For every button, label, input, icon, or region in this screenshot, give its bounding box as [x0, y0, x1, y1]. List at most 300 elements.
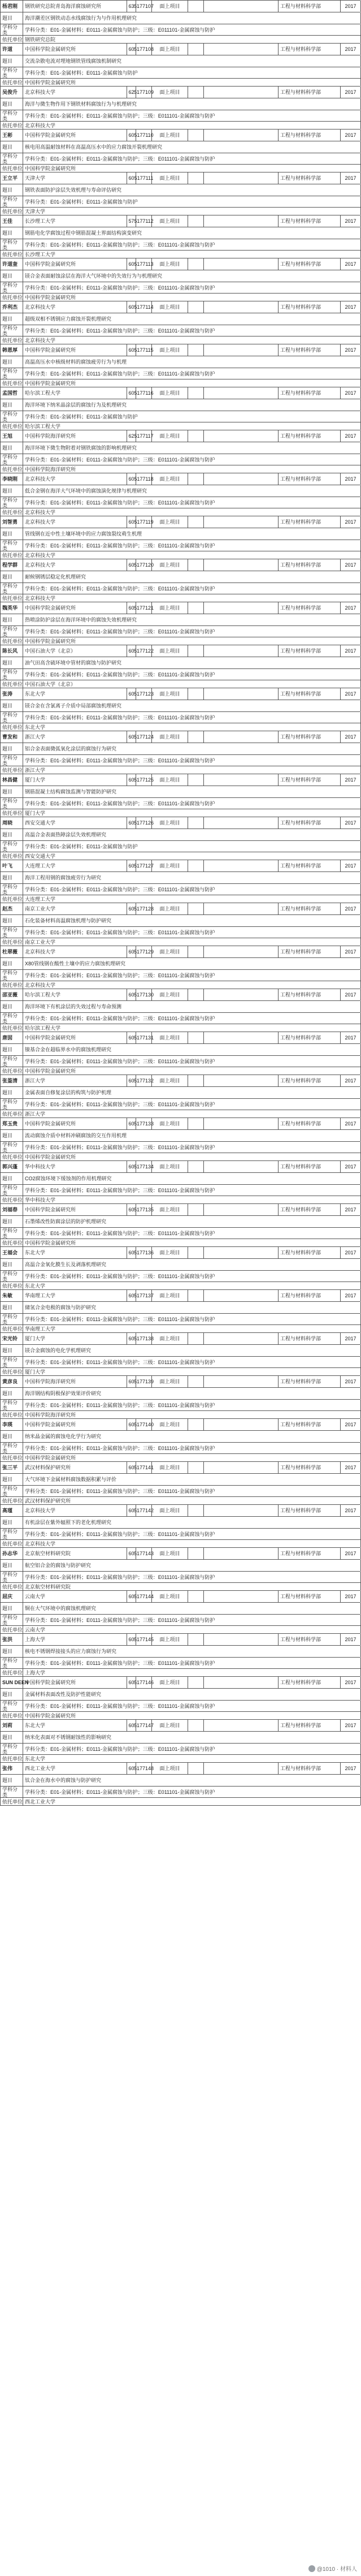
empty-cell [204, 559, 279, 571]
project-title: 储氢合金电极的腐蚀与防护研究 [23, 1302, 361, 1313]
project-title: 高温合金表面热障涂层失效机理研究 [23, 829, 361, 840]
project-record [0, 946, 360, 989]
record-subject-row [0, 1185, 360, 1196]
host-unit: 北京科技大学 [23, 122, 361, 129]
empty-cell [204, 430, 279, 442]
project-type: 面上项目 [152, 559, 188, 571]
pi-name: 王旭 [1, 430, 23, 442]
title-label: 题目 [1, 958, 23, 969]
subject-classification: 学科分类：E01-金属材料；E0111-金属腐蚀与防护；三级：E011101-金属腐蚀与防护 [23, 1228, 361, 1239]
code-1: 60 [127, 1376, 136, 1387]
organisation: 中国科学院金属研究所 [23, 1204, 127, 1215]
record-subject-row [0, 1701, 360, 1712]
record-subject-row [0, 67, 360, 79]
host-unit: 东北大学 [23, 723, 361, 731]
unit-label: 依托单位 [1, 79, 23, 86]
record-unit-row [0, 1196, 360, 1204]
organisation: 中国科学院金属研究所 [23, 1419, 127, 1430]
record-title-row [0, 571, 360, 583]
project-title: 纳米晶金属的腐蚀电化学行为研究 [23, 1431, 361, 1442]
empty-cell [188, 301, 204, 313]
code-2: 5177140 [136, 1419, 152, 1430]
pi-name: 刘福春 [1, 1204, 23, 1215]
subject-label: 学科分类 [1, 540, 23, 551]
subject-label: 学科分类 [1, 239, 23, 251]
subject-classification: 学科分类：E01-金属材料；E0111-金属腐蚀与防护；三级：E011101-金属腐蚀与防护 [23, 1142, 361, 1153]
subject-classification: 学科分类：E01-金属材料；E0111-金属腐蚀与防护；三级：E011101-金属腐蚀与防护 [23, 884, 361, 895]
code-1: 60 [127, 1763, 136, 1774]
year: 2017 [341, 1634, 361, 1645]
record-unit-row [0, 594, 360, 602]
host-unit: 武汉材料保护研究所 [23, 1497, 361, 1504]
unit-label: 依托单位 [1, 165, 23, 172]
year: 2017 [341, 1462, 361, 1473]
project-record [0, 258, 360, 301]
wechat-logo-icon [308, 2565, 315, 2572]
record-subject-row [0, 110, 360, 122]
record-main-row [0, 1677, 360, 1689]
code-2: 5177125 [136, 774, 152, 786]
organisation: 北京科技大学 [23, 87, 127, 98]
project-type: 面上项目 [152, 301, 188, 313]
record-subject-row [0, 798, 360, 809]
record-unit-row [0, 1153, 360, 1161]
project-title: 海洋环境下有机涂层的失效过程与寿命预测 [23, 1001, 361, 1012]
year: 2017 [341, 602, 361, 614]
organisation: 北京科技大学 [23, 559, 127, 571]
code-1: 60 [127, 774, 136, 786]
empty-cell [204, 1, 279, 12]
record-subject-row [0, 1615, 360, 1626]
record-main-row [0, 387, 360, 399]
host-unit: 哈尔滨工程大学 [23, 422, 361, 430]
code-2: 5177136 [136, 1247, 152, 1258]
project-type: 面上项目 [152, 1376, 188, 1387]
year: 2017 [341, 172, 361, 184]
project-type: 面上项目 [152, 1, 188, 12]
organisation: 中国科学院金属研究所 [23, 344, 127, 356]
year: 2017 [341, 860, 361, 871]
record-unit-row [0, 1755, 360, 1763]
record-main-row [0, 1548, 360, 1560]
project-title: 海洋环境下纳米晶涂层的腐蚀行为及机理研究 [23, 399, 361, 411]
host-unit: 中国科学院金属研究所 [23, 294, 361, 301]
project-record [0, 387, 360, 430]
record-main-row [0, 1075, 360, 1087]
unit-label: 依托单位 [1, 1411, 23, 1418]
record-title-row [0, 1302, 360, 1314]
empty-cell [204, 731, 279, 743]
record-subject-row [0, 583, 360, 594]
department: 工程与材料科学部 [279, 1, 341, 12]
empty-cell [204, 645, 279, 657]
project-title: 海洋与微生物作用下钢铁材料腐蚀行为与机理研究 [23, 98, 361, 110]
subject-label: 学科分类 [1, 798, 23, 809]
project-record [0, 172, 360, 215]
code-1: 57 [127, 215, 136, 227]
record-subject-row [0, 325, 360, 336]
empty-cell [204, 172, 279, 184]
record-unit-row [0, 508, 360, 516]
host-unit: 天津大学 [23, 208, 361, 215]
empty-cell [188, 1032, 204, 1043]
project-record [0, 301, 360, 344]
year: 2017 [341, 1677, 361, 1688]
pi-name: 韩恩厚 [1, 344, 23, 356]
record-subject-row [0, 1443, 360, 1454]
subject-label: 学科分类 [1, 110, 23, 122]
host-unit: 中国科学院金属研究所 [23, 165, 361, 172]
record-subject-row [0, 1357, 360, 1368]
code-1: 63 [127, 1, 136, 12]
title-label: 题目 [1, 1173, 23, 1184]
subject-classification: 学科分类：E01-金属材料；E0111-金属腐蚀与防护；三级：E011101-金属腐蚀与防护 [23, 1701, 361, 1712]
department: 工程与材料科学部 [279, 1290, 341, 1301]
project-type: 面上项目 [152, 1505, 188, 1516]
record-title-row [0, 184, 360, 196]
pi-name: 魏英华 [1, 602, 23, 614]
empty-cell [188, 1, 204, 12]
code-2: 5177110 [136, 130, 152, 141]
empty-cell [204, 903, 279, 914]
watermark-text: @1010 · 材料人 [316, 2566, 357, 2573]
year: 2017 [341, 130, 361, 141]
record-subject-row [0, 1400, 360, 1411]
record-unit-row [0, 938, 360, 946]
title-label: 题目 [1, 1732, 23, 1743]
pi-name: 郭兴蓬 [1, 1161, 23, 1172]
code-1: 60 [127, 1333, 136, 1344]
record-subject-row [0, 626, 360, 637]
organisation: 东北大学 [23, 1247, 127, 1258]
project-record [0, 1505, 360, 1548]
unit-label: 依托单位 [1, 1755, 23, 1762]
record-main-row [0, 1505, 360, 1517]
project-title: 海洋钢结构阴极保护效果评价研究 [23, 1388, 361, 1399]
year: 2017 [341, 1763, 361, 1774]
code-2: 5177111 [136, 172, 152, 184]
code-1: 60 [127, 1720, 136, 1731]
empty-cell [204, 87, 279, 98]
title-label: 题目 [1, 1775, 23, 1786]
project-record [0, 1204, 360, 1247]
code-2: 5177133 [136, 1118, 152, 1129]
empty-cell [188, 516, 204, 528]
project-title: 金属材料表面改性及防护性能研究 [23, 1689, 361, 1700]
unit-label: 依托单位 [1, 36, 23, 43]
project-title: 镁合金腐蚀的电化学机理研究 [23, 1345, 361, 1356]
project-record [0, 860, 360, 903]
project-record [0, 1677, 360, 1720]
organisation: 中国科学院金属研究所 [23, 258, 127, 270]
empty-cell [204, 1247, 279, 1258]
subject-label: 学科分类 [1, 282, 23, 294]
organisation: 北京科技大学 [23, 516, 127, 528]
department: 工程与材料科学部 [279, 903, 341, 914]
empty-cell [204, 44, 279, 55]
pi-name: 朱敏 [1, 1290, 23, 1301]
project-title: 核电不锈钢焊接接头的应力腐蚀行为研究 [23, 1646, 361, 1657]
title-label: 题目 [1, 1431, 23, 1442]
empty-cell [204, 1462, 279, 1473]
title-label: 题目 [1, 442, 23, 454]
year: 2017 [341, 1376, 361, 1387]
project-record [0, 1720, 360, 1763]
organisation: 西北工业大学 [23, 1763, 127, 1774]
project-title: 镍基合金在超临界水中的腐蚀机理研究 [23, 1044, 361, 1055]
host-unit: 中国科学院海洋研究所 [23, 1411, 361, 1418]
pi-name: 宋光铃 [1, 1333, 23, 1344]
title-label: 题目 [1, 1517, 23, 1528]
empty-cell [188, 946, 204, 957]
unit-label: 依托单位 [1, 852, 23, 860]
host-unit: 北京科技大学 [23, 981, 361, 989]
host-unit: 中国科学院金属研究所 [23, 637, 361, 645]
subject-label: 学科分类 [1, 841, 23, 852]
project-title: 钢筋混凝土结构腐蚀监测与智能防护研究 [23, 786, 361, 797]
code-1: 60 [127, 731, 136, 743]
pi-name: 张三平 [1, 1462, 23, 1473]
empty-cell [188, 130, 204, 141]
organisation: 东北大学 [23, 688, 127, 700]
unit-label: 依托单位 [1, 1583, 23, 1590]
department: 工程与材料科学部 [279, 430, 341, 442]
pi-name: 高瑾 [1, 1505, 23, 1516]
record-title-row [0, 399, 360, 411]
subject-label: 学科分类 [1, 1744, 23, 1755]
host-unit: 北京科技大学 [23, 336, 361, 344]
record-main-row [0, 215, 360, 227]
year: 2017 [341, 87, 361, 98]
project-title: 大气环境下金属材料腐蚀数据积累与评价 [23, 1474, 361, 1485]
organisation: 上海大学 [23, 1634, 127, 1645]
record-main-row [0, 774, 360, 786]
pi-name: 赵杰 [1, 903, 23, 914]
empty-cell [188, 258, 204, 270]
organisation: 浙江大学 [23, 1075, 127, 1086]
organisation: 中国科学院金属研究所 [23, 1118, 127, 1129]
organisation: 哈尔滨工程大学 [23, 387, 127, 399]
code-1: 60 [127, 473, 136, 485]
code-1: 60 [127, 172, 136, 184]
year: 2017 [341, 688, 361, 700]
code-1: 60 [127, 903, 136, 914]
empty-cell [204, 1075, 279, 1086]
record-title-row [0, 786, 360, 798]
department: 工程与材料科学部 [279, 559, 341, 571]
record-unit-row [0, 422, 360, 430]
record-title-row [0, 1603, 360, 1615]
project-type: 面上项目 [152, 387, 188, 399]
organisation: 哈尔滨工程大学 [23, 989, 127, 1000]
record-main-row [0, 44, 360, 55]
subject-classification: 学科分类：E01-金属材料；E0111-金属腐蚀与防护；三级：E011101-金属腐蚀与防护 [23, 1486, 361, 1497]
record-subject-row [0, 368, 360, 379]
record-main-row [0, 130, 360, 141]
year: 2017 [341, 387, 361, 399]
project-type: 面上项目 [152, 1677, 188, 1688]
host-unit: 厦门大学 [23, 809, 361, 817]
year: 2017 [341, 1075, 361, 1086]
project-title: 航空铝合金的腐蚀与防护研究 [23, 1560, 361, 1571]
host-unit: 西北工业大学 [23, 1798, 361, 1805]
record-title-row [0, 915, 360, 927]
title-label: 题目 [1, 141, 23, 153]
unit-label: 依托单位 [1, 1712, 23, 1719]
record-main-row [0, 1591, 360, 1603]
record-title-row [0, 614, 360, 626]
record-unit-row [0, 251, 360, 258]
record-unit-row [0, 1626, 360, 1634]
project-title: 海洋工程用钢的腐蚀疲劳行为研究 [23, 872, 361, 883]
department: 工程与材料科学部 [279, 1247, 341, 1258]
record-unit-row [0, 1712, 360, 1720]
record-title-row [0, 1474, 360, 1486]
subject-classification: 学科分类：E01-金属材料；E0111-金属腐蚀与防护；三级：E011101-金属腐蚀与防护 [23, 1443, 361, 1454]
record-subject-row [0, 884, 360, 895]
title-label: 题目 [1, 356, 23, 368]
record-main-row [0, 430, 360, 442]
record-title-row [0, 528, 360, 540]
project-type: 面上项目 [152, 903, 188, 914]
project-record [0, 1161, 360, 1204]
record-unit-row [0, 1583, 360, 1591]
year: 2017 [341, 946, 361, 957]
organisation: 长沙理工大学 [23, 215, 127, 227]
code-2: 5177116 [136, 387, 152, 399]
department: 工程与材料科学部 [279, 344, 341, 356]
project-record [0, 344, 360, 387]
empty-cell [204, 1032, 279, 1043]
title-label: 题目 [1, 915, 23, 926]
organisation: 大连理工大学 [23, 860, 127, 871]
empty-cell [188, 1247, 204, 1258]
record-title-row [0, 270, 360, 282]
subject-label: 学科分类 [1, 1142, 23, 1153]
record-subject-row [0, 1099, 360, 1110]
code-1: 60 [127, 1032, 136, 1043]
code-2: 5177124 [136, 731, 152, 743]
empty-cell [204, 258, 279, 270]
record-unit-row [0, 1540, 360, 1548]
title-label: 题目 [1, 1087, 23, 1098]
record-unit-row [0, 1067, 360, 1075]
host-unit: 华中科技大学 [23, 1196, 361, 1203]
year: 2017 [341, 215, 361, 227]
host-unit: 中国科学院金属研究所 [23, 79, 361, 86]
title-label: 题目 [1, 227, 23, 239]
year: 2017 [341, 1548, 361, 1559]
host-unit: 哈尔滨工程大学 [23, 1024, 361, 1032]
subject-label: 学科分类 [1, 1228, 23, 1239]
record-main-row [0, 1634, 360, 1646]
project-title: 铝合金表面微弧氧化涂层的腐蚀行为研究 [23, 743, 361, 754]
host-unit: 厦门大学 [23, 1368, 361, 1375]
subject-classification: 学科分类：E01-金属材料；E0111-金属腐蚀与防护；三级：E011101-金属腐蚀与防护 [23, 669, 361, 680]
record-title-row [0, 1044, 360, 1056]
subject-classification: 学科分类：E01-金属材料；E0111-金属腐蚀与防护；三级：E011101-金属腐蚀与防护 [23, 1099, 361, 1110]
record-main-row [0, 1204, 360, 1216]
pi-name: 程学群 [1, 559, 23, 571]
host-unit: 云南大学 [23, 1626, 361, 1633]
subject-label: 学科分类 [1, 196, 23, 208]
record-title-row [0, 1431, 360, 1443]
organisation: 北京航空材料研究院 [23, 1548, 127, 1559]
department: 工程与材料科学部 [279, 989, 341, 1000]
record-main-row [0, 87, 360, 98]
code-2: 5177126 [136, 817, 152, 829]
subject-classification: 学科分类：E01-金属材料；E0111-金属腐蚀与防护；三级：E011101-金属腐蚀与防护 [23, 583, 361, 594]
project-type: 面上项目 [152, 731, 188, 743]
pi-name: 王彬 [1, 130, 23, 141]
subject-classification: 学科分类：E01-金属材料；E0111-金属腐蚀与防护；三级：E011101-金属腐蚀与防护 [23, 1271, 361, 1282]
record-subject-row [0, 712, 360, 723]
subject-classification: 学科分类：E01-金属材料；E0111-金属腐蚀与防护；三级：E011101-金属腐蚀与防护 [23, 24, 361, 36]
pi-name: 孙志华 [1, 1548, 23, 1559]
project-title: 流动腐蚀介质中材料冲刷腐蚀的交互作用机理 [23, 1130, 361, 1141]
host-unit: 长沙理工大学 [23, 251, 361, 258]
record-main-row [0, 989, 360, 1001]
empty-cell [188, 387, 204, 399]
pi-name: 孟国哲 [1, 387, 23, 399]
code-1: 60 [127, 860, 136, 871]
empty-cell [188, 903, 204, 914]
record-unit-row [0, 895, 360, 903]
subject-label: 学科分类 [1, 1615, 23, 1626]
title-label: 题目 [1, 700, 23, 711]
record-unit-row [0, 465, 360, 473]
subject-label: 学科分类 [1, 884, 23, 895]
year: 2017 [341, 516, 361, 528]
pi-name: 乔利杰 [1, 301, 23, 313]
title-label: 题目 [1, 1474, 23, 1485]
empty-cell [188, 1591, 204, 1602]
project-type: 面上项目 [152, 172, 188, 184]
department: 工程与材料科学部 [279, 645, 341, 657]
code-2: 5177143 [136, 1548, 152, 1559]
subject-label: 学科分类 [1, 970, 23, 981]
project-title: 超级双相不锈钢应力腐蚀开裂机理研究 [23, 313, 361, 325]
record-title-row [0, 227, 360, 239]
record-main-row [0, 1, 360, 12]
record-unit-row [0, 1024, 360, 1032]
project-record [0, 1376, 360, 1419]
record-title-row [0, 1001, 360, 1013]
subject-label: 学科分类 [1, 755, 23, 766]
empty-cell [188, 172, 204, 184]
record-subject-row [0, 1314, 360, 1325]
subject-classification: 学科分类：E01-金属材料；E0111-金属腐蚀与防护 [23, 411, 361, 422]
host-unit: 浙江大学 [23, 1110, 361, 1117]
project-type: 面上项目 [152, 946, 188, 957]
unit-label: 依托单位 [1, 422, 23, 430]
project-type: 面上项目 [152, 1290, 188, 1301]
record-main-row [0, 731, 360, 743]
empty-cell [188, 688, 204, 700]
subject-classification: 学科分类：E01-金属材料；E0111-金属腐蚀与防护；三级：E011101-金属腐蚀与防护 [23, 1658, 361, 1669]
empty-cell [204, 774, 279, 786]
project-title: 钢铁表面防护涂层失效机理与寿命评估研究 [23, 184, 361, 196]
unit-label: 依托单位 [1, 1110, 23, 1117]
project-type: 面上项目 [152, 1591, 188, 1602]
code-1: 60 [127, 645, 136, 657]
record-title-row [0, 98, 360, 110]
year: 2017 [341, 1720, 361, 1731]
record-unit-row [0, 637, 360, 645]
record-subject-row [0, 1056, 360, 1067]
host-unit: 中国科学院金属研究所 [23, 1712, 361, 1719]
year: 2017 [341, 1247, 361, 1258]
